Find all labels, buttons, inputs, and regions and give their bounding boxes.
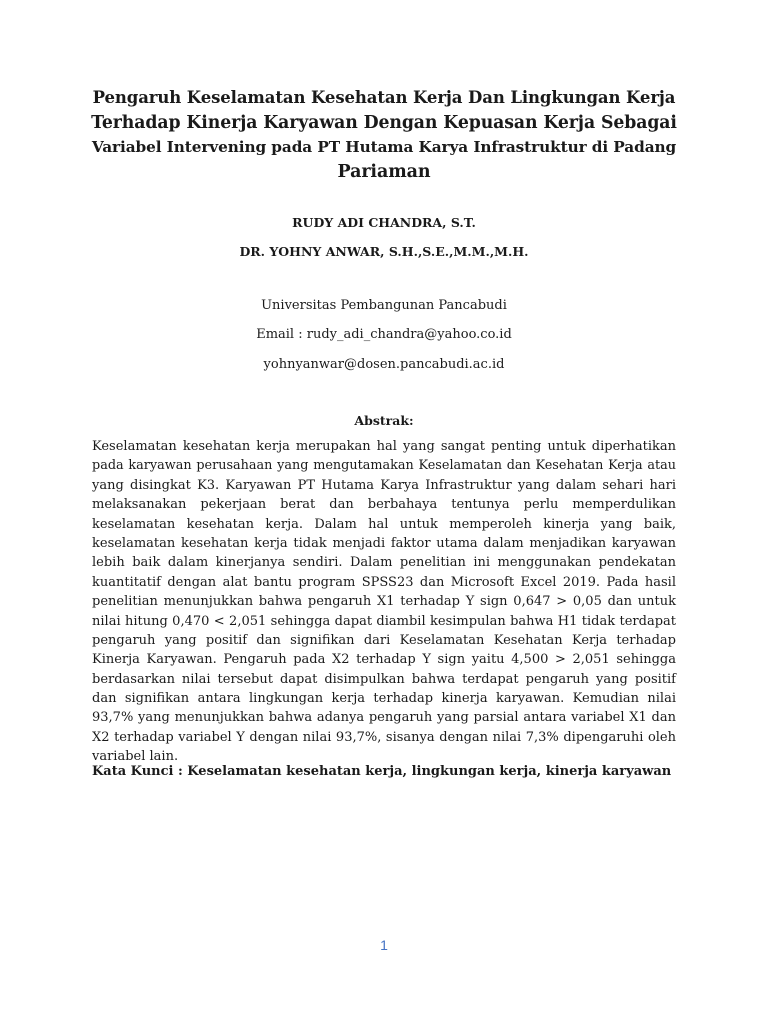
abstract-line: Kinerja Karyawan. Pengaruh pada X2 terhadap Y sign yaitu 4,500 > 2,051 sehingga <box>92 652 676 668</box>
abstract-line: pada karyawan perusahaan yang mengutamakan Keselamatan dan Kesehatan Kerja atau <box>92 458 676 474</box>
abstract-line: lebih baik dalam kinerjanya sendiri. Dalam penelitian ini menggunakan pendekatan <box>92 555 676 571</box>
abstract-line: X2 terhadap variabel Y dengan nilai 93,7%, sisanya dengan nilai 7,3% dipengaruhi oleh <box>92 729 676 745</box>
abstract-line: yang disingkat K3. Karyawan PT Hutama Karya Infrastruktur yang dalam sehari hari <box>92 477 676 493</box>
keywords: Kata Kunci : Keselamatan kesehatan kerja, lingkungan kerja, kinerja karyawan <box>92 764 672 779</box>
abstract-line: dan signifikan antara lingkungan kerja terhadap kinerja karyawan. Kemudian nilai <box>92 691 676 707</box>
abstract-line: 93,7% yang menunjukkan bahwa adanya pengaruh yang parsial antara variabel X1 dan <box>92 710 676 726</box>
page-number: 1 <box>380 937 388 953</box>
author-name: DR. YOHNY ANWAR, S.H.,S.E.,M.M.,M.H. <box>239 244 529 259</box>
abstract-line: penelitian menunjukkan bahwa pengaruh X1 terhadap Y sign 0,647 > 0,05 dan untuk <box>92 594 676 610</box>
email-second: yohnyanwar@dosen.pancabudi.ac.id <box>263 357 505 372</box>
abstract-line: pengaruh yang positif dan signifikan dari Keselamatan Kesehatan Kerja terhadap <box>92 632 676 648</box>
abstract-line: keselamatan kesehatan kerja. Dalam hal untuk memperoleh kinerja yang baik, <box>92 516 676 532</box>
abstract-line: berdasarkan nilai tersebut dapat disimpulkan bahwa terdapat pengaruh yang positif <box>92 671 676 687</box>
title-line: Pengaruh Keselamatan Kesehatan Kerja Dan Lingkungan Kerja <box>92 88 676 107</box>
abstract-body <box>92 437 676 767</box>
author-name: RUDY ADI CHANDRA, S.T. <box>292 215 476 230</box>
abstract-line: keselamatan kesehatan kerja tidak menjadi faktor utama dalam menjadikan karyawan <box>92 535 676 551</box>
abstract-line: Keselamatan kesehatan kerja merupakan hal yang sangat penting untuk diperhatikan <box>92 439 676 454</box>
abstract-line: melaksanakan pekerjaan berat dan berbahaya tentunya perlu memperdulikan <box>92 497 676 513</box>
abstract-line: kuantitatif dengan alat bantu program SPSS23 dan Microsoft Excel 2019. Pada hasil <box>92 574 676 590</box>
title-line: Terhadap Kinerja Karyawan Dengan Kepuasan Kerja Sebagai <box>91 112 677 133</box>
abstract-line: variabel lain. <box>92 749 179 765</box>
email-line: Email : rudy_adi_chandra@yahoo.co.id <box>256 327 512 342</box>
affiliation: Universitas Pembangunan Pancabudi <box>261 298 507 313</box>
abstract-heading: Abstrak: <box>354 413 414 428</box>
abstract-line: nilai hitung 0,470 < 2,051 sehingga dapat diambil kesimpulan bahwa H1 tidak terdapat <box>92 613 676 629</box>
title-line: Variabel Intervening pada PT Hutama Karya Infrastruktur di Padang <box>91 138 677 156</box>
title-line: Pariaman <box>337 161 431 182</box>
paper-title <box>90 86 678 184</box>
